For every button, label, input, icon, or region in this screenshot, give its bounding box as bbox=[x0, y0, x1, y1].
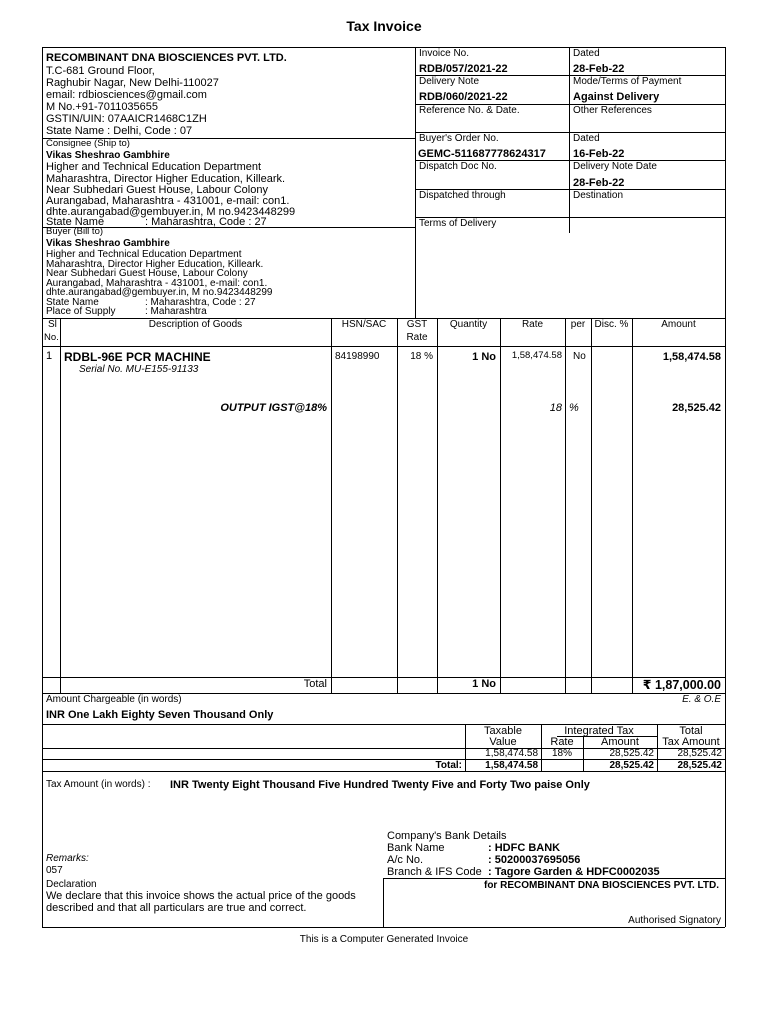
tax-line-amount: 28,525.42 bbox=[672, 402, 721, 414]
header-gst-rate: Rate bbox=[406, 332, 428, 343]
header-sl-no: No. bbox=[44, 332, 59, 343]
declaration-text: We declare that this invoice shows the actual price of the goods bbox=[46, 890, 356, 902]
seller-gstin: GSTIN/UIN: 07AAICR1468C1ZH bbox=[46, 113, 207, 125]
item-per: No bbox=[573, 351, 586, 362]
item-gst: 18 % bbox=[410, 351, 433, 362]
item-serial: Serial No. MU-E155-91133 bbox=[79, 364, 199, 375]
tax-table-bottom-line bbox=[42, 771, 725, 772]
items-total-qty: 1 No bbox=[472, 678, 496, 690]
col-hsn-divider bbox=[397, 318, 398, 693]
header-rate: Rate bbox=[521, 319, 544, 330]
remarks-value: 057 bbox=[46, 865, 63, 876]
buyer-heading: Buyer (Bill to) bbox=[46, 226, 104, 237]
delivery-note-date: 28-Feb-22 bbox=[573, 177, 625, 189]
terms-of-delivery-label: Terms of Delivery bbox=[419, 218, 497, 229]
authorised-signatory: Authorised Signatory bbox=[628, 915, 721, 926]
tax-line-unit: % bbox=[569, 402, 579, 414]
branch-label: Branch & IFS Code bbox=[387, 866, 482, 878]
tax-row-amount: 28,525.42 bbox=[609, 748, 654, 759]
item-name: RDBL-96E PCR MACHINE bbox=[64, 350, 211, 364]
consignee-state-label: State Name bbox=[46, 216, 105, 228]
frame-right bbox=[725, 47, 726, 927]
place-of-supply-label: Place of Supply bbox=[46, 306, 116, 317]
total-tax-header: Total bbox=[679, 725, 703, 737]
bank-heading: Company's Bank Details bbox=[387, 830, 507, 842]
header-gst: GST bbox=[406, 319, 428, 330]
order-dated-label: Dated bbox=[573, 133, 600, 144]
header-description: Description of Goods bbox=[148, 319, 243, 330]
other-ref-label: Other References bbox=[573, 105, 652, 116]
tax-row-rate: 18% bbox=[551, 748, 572, 759]
tax-rate-header: Rate bbox=[550, 736, 574, 748]
tax-total-label: Total: bbox=[435, 760, 462, 771]
header-quantity: Quantity bbox=[449, 319, 488, 330]
delivery-note-date-label: Delivery Note Date bbox=[573, 161, 657, 172]
tax-line-label: OUTPUT IGST@18% bbox=[220, 402, 327, 414]
header-amount: Amount bbox=[661, 319, 696, 330]
integrated-tax-header: Integrated Tax bbox=[564, 725, 634, 737]
invoice-title: Tax Invoice bbox=[346, 18, 422, 34]
buyer-state-value: : Maharashtra, Code : 27 bbox=[145, 297, 256, 308]
for-company: for RECOMBINANT DNA BIOSCIENCES PVT. LTD. bbox=[483, 880, 719, 891]
tax-amount-header: Amount bbox=[601, 736, 639, 748]
declaration-text: described and that all particulars are true and correct. bbox=[46, 902, 307, 914]
header-hsn: HSN/SAC bbox=[341, 319, 387, 330]
dated-label: Dated bbox=[573, 48, 600, 59]
item-sl: 1 bbox=[46, 350, 53, 362]
dated-value: 28-Feb-22 bbox=[573, 63, 625, 75]
header-sl: Sl bbox=[48, 319, 57, 330]
seller-state: State Name : Delhi, Code : 07 bbox=[46, 125, 193, 137]
consignee-line: Maharashtra, Director Higher Education, Killeark. bbox=[46, 173, 286, 185]
amount-words-label: Amount Chargeable (in words) bbox=[46, 694, 182, 705]
bank-name-label: Bank Name bbox=[387, 842, 445, 854]
seller-phone: M No.+91-7011035655 bbox=[46, 101, 159, 113]
col-desc-divider bbox=[331, 318, 332, 693]
consignee-line: dhte.aurangabad@gembuyer.in, M no.9423448299 bbox=[46, 206, 296, 218]
remarks-label: Remarks: bbox=[46, 853, 89, 864]
seller-line: T.C-681 Ground Floor, bbox=[46, 65, 155, 77]
bank-name: : HDFC BANK bbox=[488, 842, 561, 854]
col-sl-divider bbox=[60, 318, 61, 693]
taxable-value-header: Taxable bbox=[484, 725, 522, 737]
items-header-line bbox=[42, 346, 725, 347]
header-per: per bbox=[570, 319, 586, 330]
consignee-line: Near Subhedari Guest House, Labour Colony bbox=[46, 184, 268, 196]
tax-total-amount: 28,525.42 bbox=[609, 760, 654, 771]
tax-in-words: INR Twenty Eight Thousand Five Hundred Twenty Five and Forty Two paise Only bbox=[170, 779, 590, 791]
buyer-line: Higher and Technical Education Department bbox=[46, 249, 242, 260]
signatory-box-top bbox=[383, 878, 725, 879]
invoice-no-label: Invoice No. bbox=[419, 48, 470, 59]
delivery-note-label: Delivery Note bbox=[419, 76, 480, 87]
col-disc-divider bbox=[632, 318, 633, 693]
consignee-line: Aurangabad, Maharashtra - 431001, e-mail: con1. bbox=[46, 195, 290, 207]
consignee-line: Higher and Technical Education Department bbox=[46, 161, 262, 173]
buyer-line: Near Subhedari Guest House, Labour Colony bbox=[46, 268, 248, 279]
buyer-order-label: Buyer's Order No. bbox=[419, 133, 499, 144]
tax-total-taxable: 1,58,474.58 bbox=[485, 760, 538, 771]
frame-top bbox=[42, 47, 725, 48]
invoice-no: RDB/057/2021-22 bbox=[419, 63, 508, 75]
item-rate: 1,58,474.58 bbox=[511, 350, 562, 361]
buyer-line: Maharashtra, Director Higher Education, Killeark. bbox=[46, 259, 264, 270]
buyer-order-no: GEMC-511687778624317 bbox=[418, 148, 546, 160]
tax-row-total: 28,525.42 bbox=[677, 748, 722, 759]
order-dated: 16-Feb-22 bbox=[573, 148, 625, 160]
consignee-heading: Consignee (Ship to) bbox=[46, 138, 130, 149]
eoe: E. & O.E bbox=[682, 694, 721, 705]
items-total-label: Total bbox=[303, 678, 327, 690]
tax-line-rate: 18 bbox=[549, 402, 562, 414]
frame-left bbox=[42, 47, 43, 927]
header-disc: Disc. % bbox=[594, 319, 629, 330]
reference-label: Reference No. & Date. bbox=[419, 105, 520, 116]
consignee-state-value: : Maharashtra, Code : 27 bbox=[145, 216, 267, 228]
buyer-line: dhte.aurangabad@gembuyer.in, M no.9423448299 bbox=[46, 287, 273, 298]
taxable-value-header-2: Value bbox=[489, 736, 517, 748]
destination-label: Destination bbox=[573, 190, 624, 201]
seller-name: RECOMBINANT DNA BIOSCIENCES PVT. LTD. bbox=[46, 52, 287, 64]
dispatched-through-label: Dispatched through bbox=[419, 190, 506, 201]
col-per-divider bbox=[591, 318, 592, 693]
payment-mode-label: Mode/Terms of Payment bbox=[573, 76, 682, 87]
item-hsn: 84198990 bbox=[335, 351, 380, 362]
tax-total-total: 28,525.42 bbox=[677, 760, 722, 771]
account-label: A/c No. bbox=[387, 854, 424, 866]
dispatch-doc-label: Dispatch Doc No. bbox=[419, 161, 497, 172]
place-of-supply-value: : Maharashtra bbox=[145, 306, 207, 317]
footer-note: This is a Computer Generated Invoice bbox=[299, 934, 469, 945]
delivery-note: RDB/060/2021-22 bbox=[419, 91, 508, 103]
item-qty: 1 No bbox=[472, 351, 496, 363]
branch-ifsc: : Tagore Garden & HDFC0002035 bbox=[488, 866, 660, 878]
tax-row-taxable: 1,58,474.58 bbox=[485, 748, 538, 759]
item-amount: 1,58,474.58 bbox=[662, 351, 721, 363]
declaration-label: Declaration bbox=[46, 879, 97, 890]
signatory-box-left bbox=[383, 878, 384, 927]
seller-line: Raghubir Nagar, New Delhi-110027 bbox=[46, 77, 219, 89]
amount-in-words: INR One Lakh Eighty Seven Thousand Only bbox=[46, 709, 274, 721]
items-total-amount: ₹ 1,87,000.00 bbox=[642, 678, 721, 692]
col-rate-divider bbox=[565, 318, 566, 693]
buyer-name: Vikas Sheshrao Gambhire bbox=[46, 238, 170, 249]
frame-bottom bbox=[42, 927, 725, 928]
total-tax-header-2: Tax Amount bbox=[662, 736, 720, 748]
header-divider bbox=[415, 47, 416, 318]
account-number: : 50200037695056 bbox=[488, 854, 581, 866]
consignee-name: Vikas Sheshrao Gambhire bbox=[46, 150, 170, 161]
col-gst-divider bbox=[437, 318, 438, 693]
seller-email: email: rdbiosciences@gmail.com bbox=[46, 89, 207, 101]
tax-words-label: Tax Amount (in words) : bbox=[46, 779, 151, 790]
buyer-state-label: State Name bbox=[46, 297, 99, 308]
buyer-line: Aurangabad, Maharashtra - 431001, e-mail: con1. bbox=[46, 278, 268, 289]
col-qty-divider bbox=[500, 318, 501, 693]
payment-mode: Against Delivery bbox=[573, 91, 660, 103]
